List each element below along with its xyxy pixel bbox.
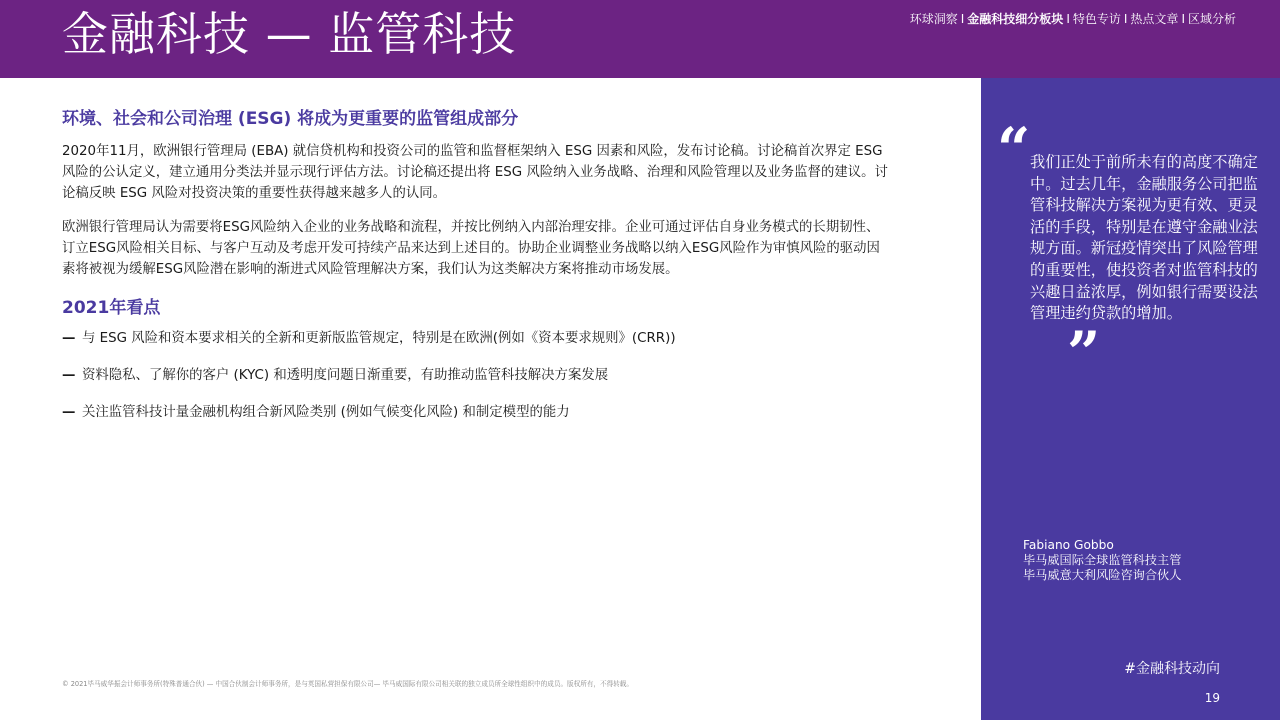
paragraph: 2020年11月，欧洲银行管理局 (EBA) 就信贷机构和投资公司的监管和监督框架纳入 ESG 因素和风险，发布讨论稿。讨论稿首次界定 ESG 风险的公认定义，建立通用分类法并显示现行评估方法。讨论稿还提出将 ESG 风险纳入业务战略、治理和风险管理以及业务监督的建议。讨论稿反映 ESG 风险对投资决策的重要性获得越来越多人的认同。 bbox=[62, 144, 888, 201]
open-quote-icon: “ bbox=[997, 115, 1031, 183]
author-title: 毕马威国际全球监管科技主管 bbox=[1023, 553, 1182, 567]
section-title: 环境、社会和公司治理 (ESG) 将成为更重要的监管组成部分 bbox=[62, 109, 519, 129]
bullet-item bbox=[62, 328, 892, 349]
dash-icon: — bbox=[62, 405, 76, 420]
bullet-text: 关注监管科技计量金融机构组合新风险类别 (例如气候变化风险) 和制定模型的能力 bbox=[82, 405, 570, 420]
subheading: 2021年看点 bbox=[62, 298, 161, 318]
nav-item-global-insights[interactable]: 环球洞察 bbox=[909, 12, 958, 26]
hashtag-link[interactable]: #金融科技动向 bbox=[1124, 661, 1220, 677]
author-block bbox=[1023, 538, 1263, 583]
nav-item-interviews[interactable]: 特色专访 bbox=[1072, 12, 1121, 26]
close-quote-icon: ” bbox=[1067, 319, 1101, 387]
nav-item-hot-articles[interactable]: 热点文章 bbox=[1130, 12, 1179, 26]
copyright-note: © 2021毕马威华振会计师事务所(特殊普通合伙) — 中国合伙制会计师事务所，是与英国私营担保有限公司— 毕马威国际有限公司相关联的独立成员所全球性组织中的成员。版权所有，不得转载。 bbox=[62, 680, 633, 688]
page-number: 19 bbox=[1204, 691, 1220, 705]
author-name: Fabiano Gobbo bbox=[1023, 538, 1114, 552]
nav-separator: I bbox=[1066, 12, 1070, 26]
main-content bbox=[62, 104, 892, 439]
nav-item-fintech-subsectors[interactable]: 金融科技细分板块 bbox=[967, 12, 1064, 26]
page-title: 金融科技 — 监管科技 bbox=[62, 7, 517, 61]
paragraph: 欧洲银行管理局认为需要将ESG风险纳入企业的业务战略和流程，并按比例纳入内部治理安排。企业可通过评估自身业务模式的长期韧性、订立ESG风险相关目标、与客户互动及考虑开发可持续产品来达到上述目的。协助企业调整业务战略以纳入ESG风险作为审慎风险的驱动因素将被视为缓解ESG风险潜在影响的渐进式风险管理解决方案，我们认为这类解决方案将推动市场发展。 bbox=[62, 220, 880, 277]
header-bar bbox=[0, 0, 1280, 78]
bullet-item bbox=[62, 402, 892, 423]
quote-sidebar bbox=[981, 78, 1280, 720]
nav-separator: I bbox=[1181, 12, 1185, 26]
top-navigation bbox=[910, 10, 1236, 27]
bullet-item bbox=[62, 365, 892, 386]
nav-separator: I bbox=[960, 12, 965, 26]
dash-icon: — bbox=[62, 331, 76, 346]
quote-text: 我们正处于前所未有的高度不确定中。过去几年，金融服务公司把监管科技解决方案视为更有效、更灵活的手段，特别是在遵守金融业法规方面。新冠疫情突出了风险管理的重要性，使投资者对监管科技的兴趣日益浓厚，例如银行需要设法管理违约贷款的增加。 bbox=[1030, 153, 1258, 323]
author-title: 毕马威意大利风险咨询合伙人 bbox=[1023, 568, 1182, 582]
bullet-text: 与 ESG 风险和资本要求相关的全新和更新版监管规定，特别是在欧洲(例如《资本要求规则》(CRR)) bbox=[82, 331, 676, 346]
bullet-text: 资料隐私、了解你的客户 (KYC) 和透明度问题日渐重要，有助推动监管科技解决方案发展 bbox=[82, 368, 609, 383]
nav-separator: I bbox=[1123, 12, 1128, 26]
nav-item-regional-analysis[interactable]: 区域分析 bbox=[1187, 12, 1236, 26]
dash-icon: — bbox=[62, 368, 76, 383]
